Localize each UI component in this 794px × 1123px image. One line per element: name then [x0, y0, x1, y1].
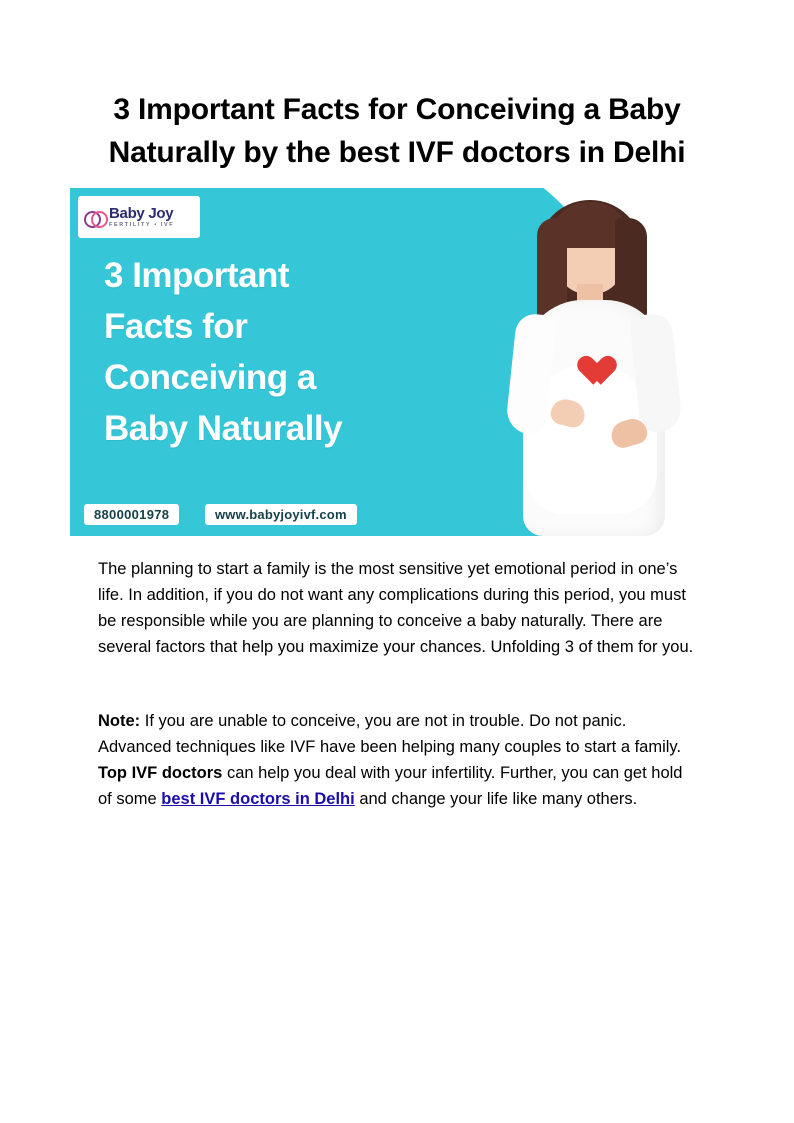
- note-bold-phrase: Top IVF doctors: [98, 764, 223, 782]
- brand-logo: [78, 196, 200, 238]
- banner-headline-line-1: 3 Important: [104, 256, 290, 295]
- brand-tagline: FERTILITY • IVF: [109, 221, 175, 228]
- note-text-1: If you are unable to conceive, you are not in trouble. Do not panic. Advanced techniques like IVF have been helping many couples to start a family.: [98, 712, 682, 756]
- intro-paragraph: The planning to start a family is the most sensitive yet emotional period in one’s life. In addition, if you do not want any complications during this period, you must be responsible while you are planning to conceive a baby naturally. There are several factors that help you maximize your chances. Unfolding 3 of them for you.: [98, 560, 694, 656]
- document-content: [70, 88, 724, 812]
- banner-headline: [104, 250, 434, 454]
- note-text-2: can help you deal with your infertility. Further, you can get hold of some: [98, 764, 683, 808]
- banner-footer: [70, 500, 470, 536]
- note-label: Note:: [98, 712, 141, 730]
- banner-headline-line-3: Conceiving a: [104, 358, 316, 397]
- banner-phone-number: 8800001978: [84, 504, 179, 525]
- rings-icon: [84, 204, 106, 230]
- article-body: [70, 556, 724, 812]
- page-title: 3 Important Facts for Conceiving a Baby Naturally by the best IVF doctors in Delhi: [108, 93, 686, 169]
- heart-icon: [571, 344, 605, 376]
- banner-headline-line-4: Baby Naturally: [104, 409, 343, 448]
- brand-name: Baby Joy: [109, 204, 174, 222]
- best-ivf-doctors-in-delhi-link[interactable]: best IVF doctors in Delhi: [161, 790, 355, 808]
- article-banner-image: [70, 188, 724, 536]
- pregnant-woman-illustration: [465, 188, 724, 536]
- brand-logo-text: [109, 206, 174, 229]
- banner-headline-line-2: Facts for: [104, 307, 248, 346]
- note-text-3: and change your life like many others.: [354, 790, 638, 808]
- note-paragraph: [98, 708, 698, 812]
- banner-website-url: www.babyjoyivf.com: [205, 504, 357, 525]
